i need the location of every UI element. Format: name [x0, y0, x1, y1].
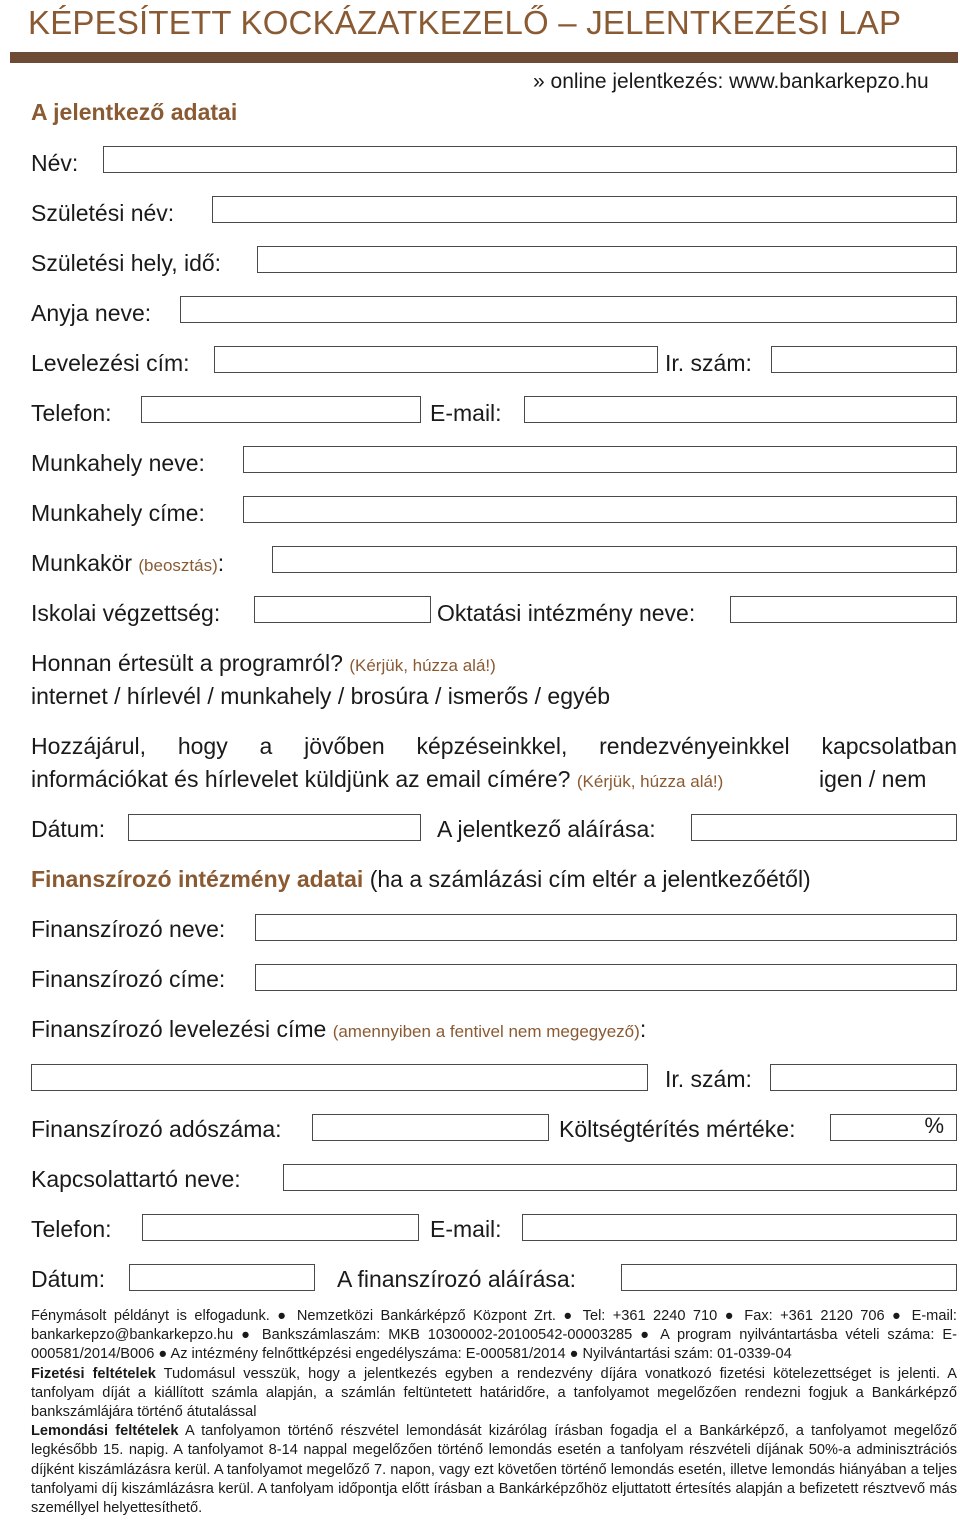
institution-field[interactable]: [730, 596, 957, 623]
financer-tax-field[interactable]: [312, 1114, 549, 1141]
financer-date-field[interactable]: [129, 1264, 315, 1291]
financer-phone-field[interactable]: [142, 1214, 419, 1241]
financer-section-note: (ha a számlázási cím eltér a jelentkezőétől): [369, 866, 811, 892]
mailing-address-field[interactable]: [214, 346, 658, 373]
financer-zip-label: Ir. szám:: [665, 1066, 752, 1092]
cost-share-label: Költségtérítés mértéke:: [559, 1116, 796, 1142]
consent-line-2-text: információkat és hírlevelet küldjünk az email címére?: [31, 766, 571, 792]
job-hint: (beosztás): [138, 556, 218, 575]
phone-field[interactable]: [141, 396, 421, 423]
consent-line-1: Hozzájárul, hogy a jövőben képzéseinkkel, rendezvényeinkkel kapcsolatban: [31, 733, 957, 759]
job-label-colon: :: [217, 550, 225, 576]
financer-section-header: [31, 866, 811, 893]
applicant-section-title: A jelentkező adatai: [31, 99, 238, 125]
financer-mailing-label: [31, 1016, 646, 1043]
birth-place-date-label: Születési hely, idő:: [31, 250, 222, 276]
zip-label: Ir. szám:: [665, 350, 752, 376]
financer-mailing-hint: (amennyiben a fentivel nem megegyező): [332, 1022, 640, 1041]
financer-email-label: E-mail:: [430, 1216, 502, 1242]
birth-place-date-field[interactable]: [257, 246, 957, 273]
workplace-name-label: Munkahely neve:: [31, 450, 205, 476]
mother-name-label: Anyja neve:: [31, 300, 152, 326]
consent-options[interactable]: igen / nem: [819, 766, 927, 792]
contact-name-label: Kapcsolattartó neve:: [31, 1166, 241, 1192]
consent-line-2: [31, 766, 723, 793]
financer-email-field[interactable]: [522, 1214, 957, 1241]
name-label: Név:: [31, 150, 79, 176]
source-question-text: Honnan értesült a programról?: [31, 650, 343, 676]
footer-info: Fénymásolt példányt is elfogadunk. ● Nemzetközi Bankárképző Központ Zrt. ● Tel: +361 2240 710 ● Fax: +361 2120 706 ● E-mail: bankarkepzo@bankarkepzo.hu ● Bankszámlaszám: MKB 10300002-20100542-00003285 ● A program nyilvántartásba vételi száma: E-000581/2014/B006 ● Az intézmény felnőttképzési engedélyszáma: E-000581/2014 ● Nyilvántartási szám: 01-0339-04: [31, 1308, 957, 1363]
institution-label: Oktatási intézmény neve:: [437, 600, 696, 626]
online-registration-link[interactable]: » online jelentkezés: www.bankarkepzo.hu: [533, 70, 929, 93]
signature-label: A jelentkező aláírása:: [437, 816, 656, 842]
payment-terms-text: Tudomásul vesszük, hogy a jelentkezés egyben a rendezvény díjára vonatkozó fizetési kötelezettséget is jelenti. A tanfolyam díját a kiállított számla alapján, a számlán feltüntetett határidőre, a tanfolyamot megelőzően rendezni fogjuk a Bankárképző bankszámlájára történő átutalással: [31, 1365, 957, 1421]
financer-mailing-colon: :: [639, 1016, 647, 1042]
footer: [31, 1307, 957, 1518]
financer-name-label: Finanszírozó neve:: [31, 916, 226, 942]
percent-sign: %: [924, 1113, 944, 1138]
email-field[interactable]: [524, 396, 957, 423]
mother-name-field[interactable]: [180, 296, 957, 323]
job-label: [31, 550, 224, 577]
workplace-address-label: Munkahely címe:: [31, 500, 205, 526]
payment-terms-title: Fizetési feltételek: [31, 1365, 156, 1382]
education-label: Iskolai végzettség:: [31, 600, 221, 626]
birth-name-label: Születési név:: [31, 200, 175, 226]
financer-signature-field[interactable]: [621, 1264, 957, 1291]
source-question: [31, 650, 496, 677]
email-label: E-mail:: [430, 400, 502, 426]
phone-label: Telefon:: [31, 400, 112, 426]
date-label: Dátum:: [31, 816, 106, 842]
financer-date-label: Dátum:: [31, 1266, 106, 1292]
financer-name-field[interactable]: [255, 914, 957, 941]
financer-tax-label: Finanszírozó adószáma:: [31, 1116, 282, 1142]
birth-name-field[interactable]: [212, 196, 957, 223]
financer-zip-field[interactable]: [770, 1064, 957, 1091]
job-field[interactable]: [272, 546, 957, 573]
financer-mailing-label-text: Finanszírozó levelezési címe: [31, 1016, 327, 1042]
source-options[interactable]: internet / hírlevél / munkahely / brosúra / ismerős / egyéb: [31, 683, 611, 709]
mailing-address-label: Levelezési cím:: [31, 350, 190, 376]
financer-mailing-field[interactable]: [31, 1064, 648, 1091]
job-label-text: Munkakör: [31, 550, 132, 576]
cancellation-terms-title: Lemondási feltételek: [31, 1423, 179, 1440]
header-rule: [10, 52, 958, 63]
contact-name-field[interactable]: [283, 1164, 957, 1191]
financer-phone-label: Telefon:: [31, 1216, 112, 1242]
form-title: KÉPESÍTETT KOCKÁZATKEZELŐ – JELENTKEZÉSI LAP: [28, 4, 902, 41]
payment-terms: [31, 1365, 957, 1423]
financer-signature-label: A finanszírozó aláírása:: [337, 1266, 577, 1292]
financer-address-field[interactable]: [255, 964, 957, 991]
cancellation-terms: [31, 1422, 957, 1518]
zip-field[interactable]: [771, 346, 957, 373]
financer-address-label: Finanszírozó címe:: [31, 966, 226, 992]
cancellation-terms-text: A tanfolyamon történő részvétel lemondását kizárólag írásban fogadja el a Bankárképző, a tanfolyamot megelőző legkésőbb 15. napig. A tanfolyamot 8-14 nappal megelőzően történő lemondás esetén a tanfolyam részvételi díjának 50%-a adminisztrációs díjként kiszámlázásra kerül. A tanfolyamot megelőző 7. napon, vagy ezt követően történő lemondás esetén, illetve lemondás hiányában a teljes tanfolyami díj kiszámlázásra kerül. A tanfolyam időpontja előtt írásban a Bankárképzőhöz eljuttatott értesítés alapján a befizetett résztvevő más személlyel helyettesíthető.: [31, 1423, 957, 1517]
name-field[interactable]: [103, 146, 957, 173]
cost-share-field[interactable]: [830, 1114, 957, 1141]
education-field[interactable]: [254, 596, 431, 623]
date-field[interactable]: [128, 814, 421, 841]
workplace-name-field[interactable]: [243, 446, 957, 473]
consent-underline-hint: (Kérjük, húzza alá!): [576, 772, 724, 791]
underline-hint: (Kérjük, húzza alá!): [349, 656, 496, 675]
workplace-address-field[interactable]: [243, 496, 957, 523]
financer-section-title: Finanszírozó intézmény adatai: [31, 866, 364, 892]
signature-field[interactable]: [691, 814, 957, 841]
